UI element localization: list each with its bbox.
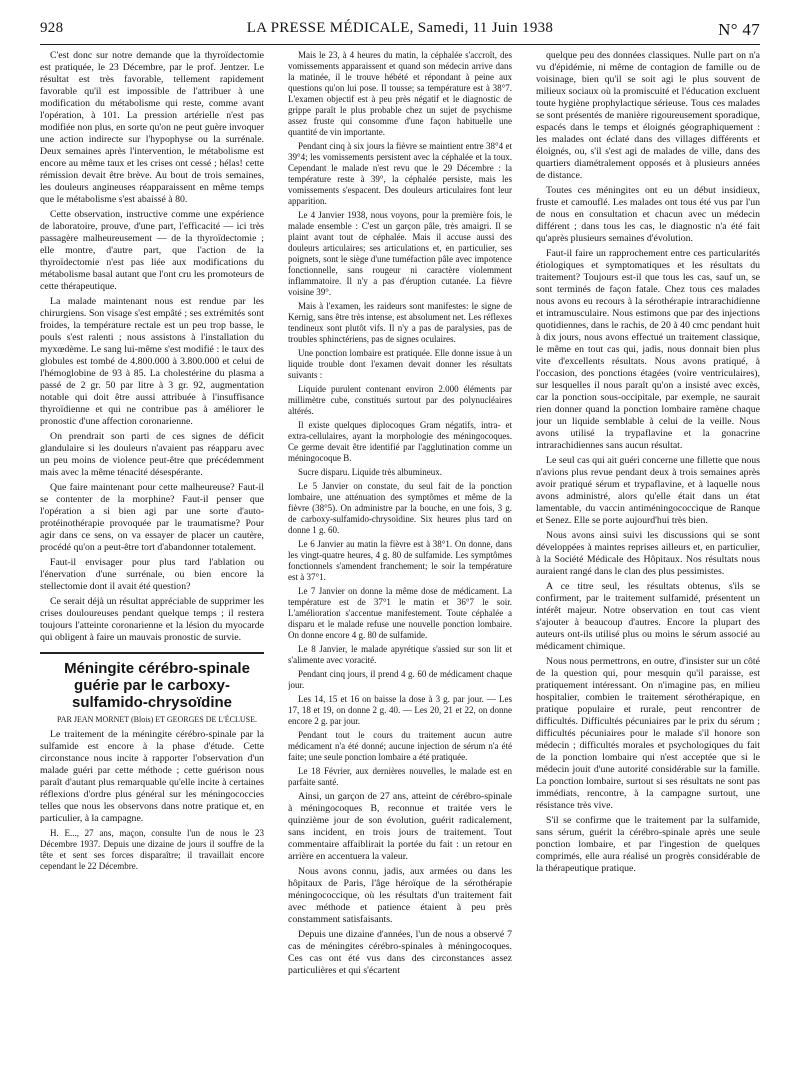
paragraph: Ce serait déjà un résultat appréciable de supprimer les crises douloureuses pendant quelque temps ; il restera toujours l'atteinte coronarienne et la lésion du myocarde qui obligent à faire un mauvais pronostic de survie. <box>40 596 264 643</box>
paragraph: Il existe quelques diplocoques Gram négatifs, intra- et extra-cellulaires, ayant la morphologie des méningocoques. Ce germe devait être identifié par l'agglutination comme un méningocoque B. <box>288 420 512 463</box>
running-header <box>40 12 760 45</box>
paragraph: Une ponction lombaire est pratiquée. Elle donne issue à un liquide trouble dont l'examen devait donner les résultats suivants : <box>288 348 512 380</box>
paragraph: Toutes ces méningites ont eu un début insidieux, fruste et camouflé. Les malades ont tous été vus par l'un de nous en consultation et chacun avec un médecin différent ; dans tous les cas, le diagnostic n'a été fait qu'après plusieurs semaines d'évolution. <box>536 185 760 244</box>
paragraph: Le seul cas qui ait guéri concerne une fillette que nous n'avions plus revue pendant deux à trois semaines après avoir pratiqué sérum et trypaflavine, et à laquelle nous avons administré, alors qu'elle était dans un état lamentable, du vaccin antiméningococcique de Ranque et Senez. Elle se porte aujourd'hui très bien. <box>536 455 760 526</box>
paragraph: Nous avons ainsi suivi les discussions qui se sont développées à maintes reprises ailleurs et, en particulier, à la Société Médicale des Hôpitaux. Nos résultats nous auraient rangé dans le clan des plus pessimistes. <box>536 530 760 577</box>
paragraph: La malade maintenant nous est rendue par les chirurgiens. Son visage s'est empâté ; ses extrémités sont froides, la température rectale est un peu trop basse, le pouls s'est ralenti ; nous assistons à l'installation du myxœdème. Le sang lui-même s'est modifié : le taux des globules est tombé de 4.800.000 à 3.800.000 et celui de l'hémoglobine de 93 à 85. La cholestérine du plasma a passé de 2 gr. 50 par litre à 3 gr. 92, augmentation notable qui doit être aussi attribuée à l'insuffisance thyroïdienne et qui ne contribue pas à améliorer le pronostic d'une affection coronarienne. <box>40 296 264 427</box>
column-1 <box>40 50 264 1080</box>
section-divider <box>40 652 264 654</box>
journal-title: LA PRESSE MÉDICALE, Samedi, 11 Juin 1938 <box>246 20 554 36</box>
paragraph: Pendant cinq jours, il prend 4 g. 60 de médicament chaque jour. <box>288 669 512 690</box>
paragraph: Le traitement de la méningite cérébro-spinale par la sulfamide est encore à la phase d'étude. Cette circonstance nous incite à rapporter l'observation d'un malade guéri par cette méthode ; cette guérison nous paraît d'autant plus remarquable qu'elle incite à certaines réflexions d'ordre plus général sur les méningococcies telles que nous les observons dans notre pratique et, en particulier, à la campagne. <box>40 729 264 824</box>
paragraph: Faut-il faire un rapprochement entre ces particularités étiologiques et symptomatiques et les résultats du traitement? Toujours est-il que tous les cas, sauf un, se sont terminés de façon fatale. Chez tous ces malades nous avons eu recours à la sérothérapie intrarachidienne et intramusculaire. Nous estimons que par des injections quotidiennes, dans le rachis, de 20 à 40 cmc pendant huit à dix jours, nous avons effectué un traitement classique, le même en tout cas qui, jadis, nous donnait bien plus vite d'excellents résultats. Nous avons pratiqué, à l'occasion, des ponctions étagées (voire ventriculaires), sur lesquelles il nous paraît qu'on a insisté avec excès, car la ponction sous-occipitale, par exemple, ne saurait rien donner quand la ponction lombaire ramène chaque jour un liquide semblable à celui de la veille. Nous avons utilisé la trypaflavine et la gonacrine intrarachidiennes sans aucun résultat. <box>536 248 760 451</box>
paragraph: Le 7 Janvier on donne la même dose de médicament. La température est de 37°1 le matin et 36°7 le soir. L'amélioration s'accentue manifestement. Toute céphalée a disparu et le malade refuse une nouvelle ponction lombaire. On donne encore 4 g. 80 de sulfamide. <box>288 586 512 640</box>
column-2 <box>288 50 512 1080</box>
paragraph: Les 14, 15 et 16 on baisse la dose à 3 g. par jour. — Les 17, 18 et 19, on donne 2 g. 40. — Les 20, 21 et 22, on donne encore 2 g. par jour. <box>288 694 512 726</box>
paragraph: Que faire maintenant pour cette malheureuse? Faut-il se contenter de la morphine? Faut-il penser que l'opération a si bien agi par une sorte d'auto-protéinothérapie provoquée par le traumatisme? Pour agir dans ce sens, on va essayer de placer un cautère, procédé qu'on a peut-être tort d'abandonner totalement. <box>40 482 264 553</box>
paragraph: Mais à l'examen, les raideurs sont manifestes: le signe de Kernig, sans être très intense, est absolument net. Les réflexes tendineux sont plutôt vifs. Il n'y a pas de paralysies, pas de troubles sphinctériens, pas de signes oculaires. <box>288 301 512 344</box>
issue-number: N° 47 <box>718 20 760 39</box>
paragraph: Le 5 Janvier on constate, du seul fait de la ponction lombaire, une atténuation des symptômes et même de la fièvre (38°5). On administre par la bouche, en une fois, 3 g. de carboxy-sulfamido-chrysoïdine. Six heures plus tard on donne 1 g. 60. <box>288 481 512 535</box>
column-3 <box>536 50 760 1080</box>
paragraph: Ainsi, un garçon de 27 ans, atteint de cérébro-spinale à méningocoques B, reconnue et traitée vers le quinzième jour de son évolution, guérit radicalement, sans incident, en trois jours de traitement. Tout commentaire affaiblirait la portée du fait : un retour en arrière en accentuera la valeur. <box>288 791 512 862</box>
paragraph: Le 8 Janvier, le malade apyrétique s'assied sur son lit et s'alimente avec voracité. <box>288 644 512 665</box>
article-authors: PAR JEAN MORNET (Blois) ET GEORGES DE L'ÉCLUSE. <box>57 715 257 724</box>
paragraph: Mais le 23, à 4 heures du matin, la céphalée s'accroît, des vomissements apparaissent et quand son médecin arrive dans la matinée, il le trouve hébété et répondant à peine aux questions qu'on lui pose. Il tousse; sa température est à 38°7. L'examen objectif est à peu près négatif et le diagnostic de grippe paraît le plus probable chez un sujet de psychisme assez fruste qui consomme d'une façon habituelle une quantité de vin importante. <box>288 50 512 137</box>
paragraph: Pendant cinq à six jours la fièvre se maintient entre 38°4 et 39°4; les vomissements persistent avec la céphalée et la toux. Cependant le malade n'est revu que le 29 Décembre : la température reste à 39°, la céphalée persiste, mais les vomissements s'espacent. Des douleurs articulaires font leur apparition. <box>288 141 512 206</box>
paragraph: Pendant tout le cours du traitement aucun autre médicament n'a été donné; aucune injection de sérum n'a été faite; une seule ponction lombaire a été pratiquée. <box>288 730 512 762</box>
paragraph: C'est donc sur notre demande que la thyroïdectomie est pratiquée, le 23 Décembre, par le prof. Jentzer. Le résultat est très favorable, tellement rapidement favorable qu'il est impossible de l'attribuer à une modification du métabolisme qui reste, comme avant l'opération, à 101. La pression artérielle n'est pas modifiée non plus, en sorte qu'on ne peut guère invoquer une action indirecte sur l'hypophyse ou la surrénale. Deux semaines après l'intervention, le métabolisme est encore au même taux et les crises ont cessé ; hélas! cette rémission devait être brève. Au bout de trois semaines, les douleurs angineuses réapparaissent en même temps que le métabolisme s'est abaissé à 80. <box>40 50 264 205</box>
paragraph: A ce titre seul, les résultats obtenus, s'ils se confirment, par le traitement sulfamidé, présentent un intérêt majeur. Notre observation en tout cas vient s'ajouter à beaucoup d'autres. Encore la plupart des auteurs ont-ils utilisé plus ou moins le sérum associé au médicament chimique. <box>536 581 760 652</box>
paragraph: Sucre disparu. Liquide très albumineux. <box>298 467 442 477</box>
paragraph: Le 18 Février, aux dernières nouvelles, le malade est en parfaite santé. <box>288 766 512 787</box>
paragraph: Nous nous permettrons, en outre, d'insister sur un côté de la question qui, pour mesquin qu'il paraisse, est pratiquement intéressant. On n'imagine pas, en milieu hospitalier, combien le traitement sérothérapique, en pratique populaire et rurale, peut rencontrer de difficultés. Difficultés pécuniaires par le prix du sérum ; difficultés pécuniaires pour le malade s'il honore son médecin ; difficultés morales et psychologiques du fait de la ponction lombaire qui n'est acceptée que si le médecin jouit d'une autorité considérable sur la famille. La ponction lombaire, surtout si ses résultats ne sont pas immédiats, rencontre, à la campagne surtout, une résistance très vive. <box>536 656 760 811</box>
paragraph: Le 4 Janvier 1938, nous voyons, pour la première fois, le malade ensemble : C'est un garçon pâle, très amaigri. Il se plaint avant tout de céphalée. Mais il accuse aussi des douleurs articulaires; ses articulations et, en particulier, ses poignets, sont le siège d'une tuméfaction pâle avec impotence fonctionnelle, sans rougeur ni caractère violemment inflammatoire. Il n'y a pas d'éruption cutanée. La fièvre voisine 39°. <box>288 210 512 297</box>
paragraph: Faut-il envisager pour plus tard l'ablation ou l'énervation d'une surrénale, ou bien encore la stellectomie dont il avait été question? <box>40 557 264 592</box>
paragraph: S'il se confirme que le traitement par la sulfamide, sans sérum, guérit la cérébro-spinale après une seule ponction lombaire, et par l'ingestion de quelques comprimés, elle aura réalisé un progrès considérable de la thérapeutique pratique. <box>536 815 760 874</box>
paragraph: On prendrait son parti de ces signes de déficit glandulaire si les douleurs n'avaient pas réapparu avec un peu moins de violence peut-être que précédemment mais avec la même ténacité désespérante. <box>40 431 264 478</box>
paragraph: quelque peu des données classiques. Nulle part on n'a vu d'épidémie, ni même de contagion de famille ou de voisinage, bien qu'il se soit agi le plus souvent de milieux sociaux où la promiscuité et l'éducation excluent toute hygiène prophylactique sérieuse. Tous ces malades se sont présentés de manière rigoureusement sporadique, espacés dans le temps et éloignés géographiquement : les malades ont éclaté dans des villages différents et éloignés, ou, s'il s'est agi de malades de ville, dans des quartiers diamétralement opposés et à plusieurs années de distance. <box>536 50 760 181</box>
article-title: Méningite cérébro-spinale guérie par le carboxy-sulfamido-chrysoïdine <box>64 660 250 711</box>
paragraph: Nous avons connu, jadis, aux armées ou dans les hôpitaux de Paris, l'âge héroïque de la sérothérapie méningococcique, où les résultats d'un traitement fait avec méthode et patience étaient à peu près constamment satisfaisants. <box>288 866 512 925</box>
paragraph: Liquide purulent contenant environ 2.000 éléments par millimètre cube, constitués surtout par des polynucléaires altérés. <box>288 384 512 416</box>
page-number: 928 <box>40 20 64 36</box>
paragraph: Cette observation, instructive comme une expérience de laboratoire, prouve, d'une part, l'efficacité — ici très passagère malheureusement — de la thyroïdectomie ; elle montre, d'autre part, que l'action de la thyroïdectomie n'est pas liée aux modifications du métabolisme basal autant que l'ont cru les promoteurs de cette thérapeutique. <box>40 209 264 292</box>
paragraph: Depuis une dizaine d'années, l'un de nous a observé 7 cas de méningites cérébro-spinales à méningocoques. Ces cas ont été vus dans des circonstances assez particulières et qui s'écartent <box>288 929 512 976</box>
paragraph: Le 6 Janvier au matin la fièvre est à 38°1. On donne, dans les vingt-quatre heures, 4 g. 80 de sulfamide. Les symptômes fonctionnels s'amendent franchement; le soir la température est à 37°1. <box>288 539 512 582</box>
paragraph: H. E..., 27 ans, maçon, consulte l'un de nous le 23 Décembre 1937. Depuis une dizaine de jours il souffre de la tête et sent ses forces disparaître; il travaillait encore cependant le 22 Décembre. <box>40 828 264 871</box>
